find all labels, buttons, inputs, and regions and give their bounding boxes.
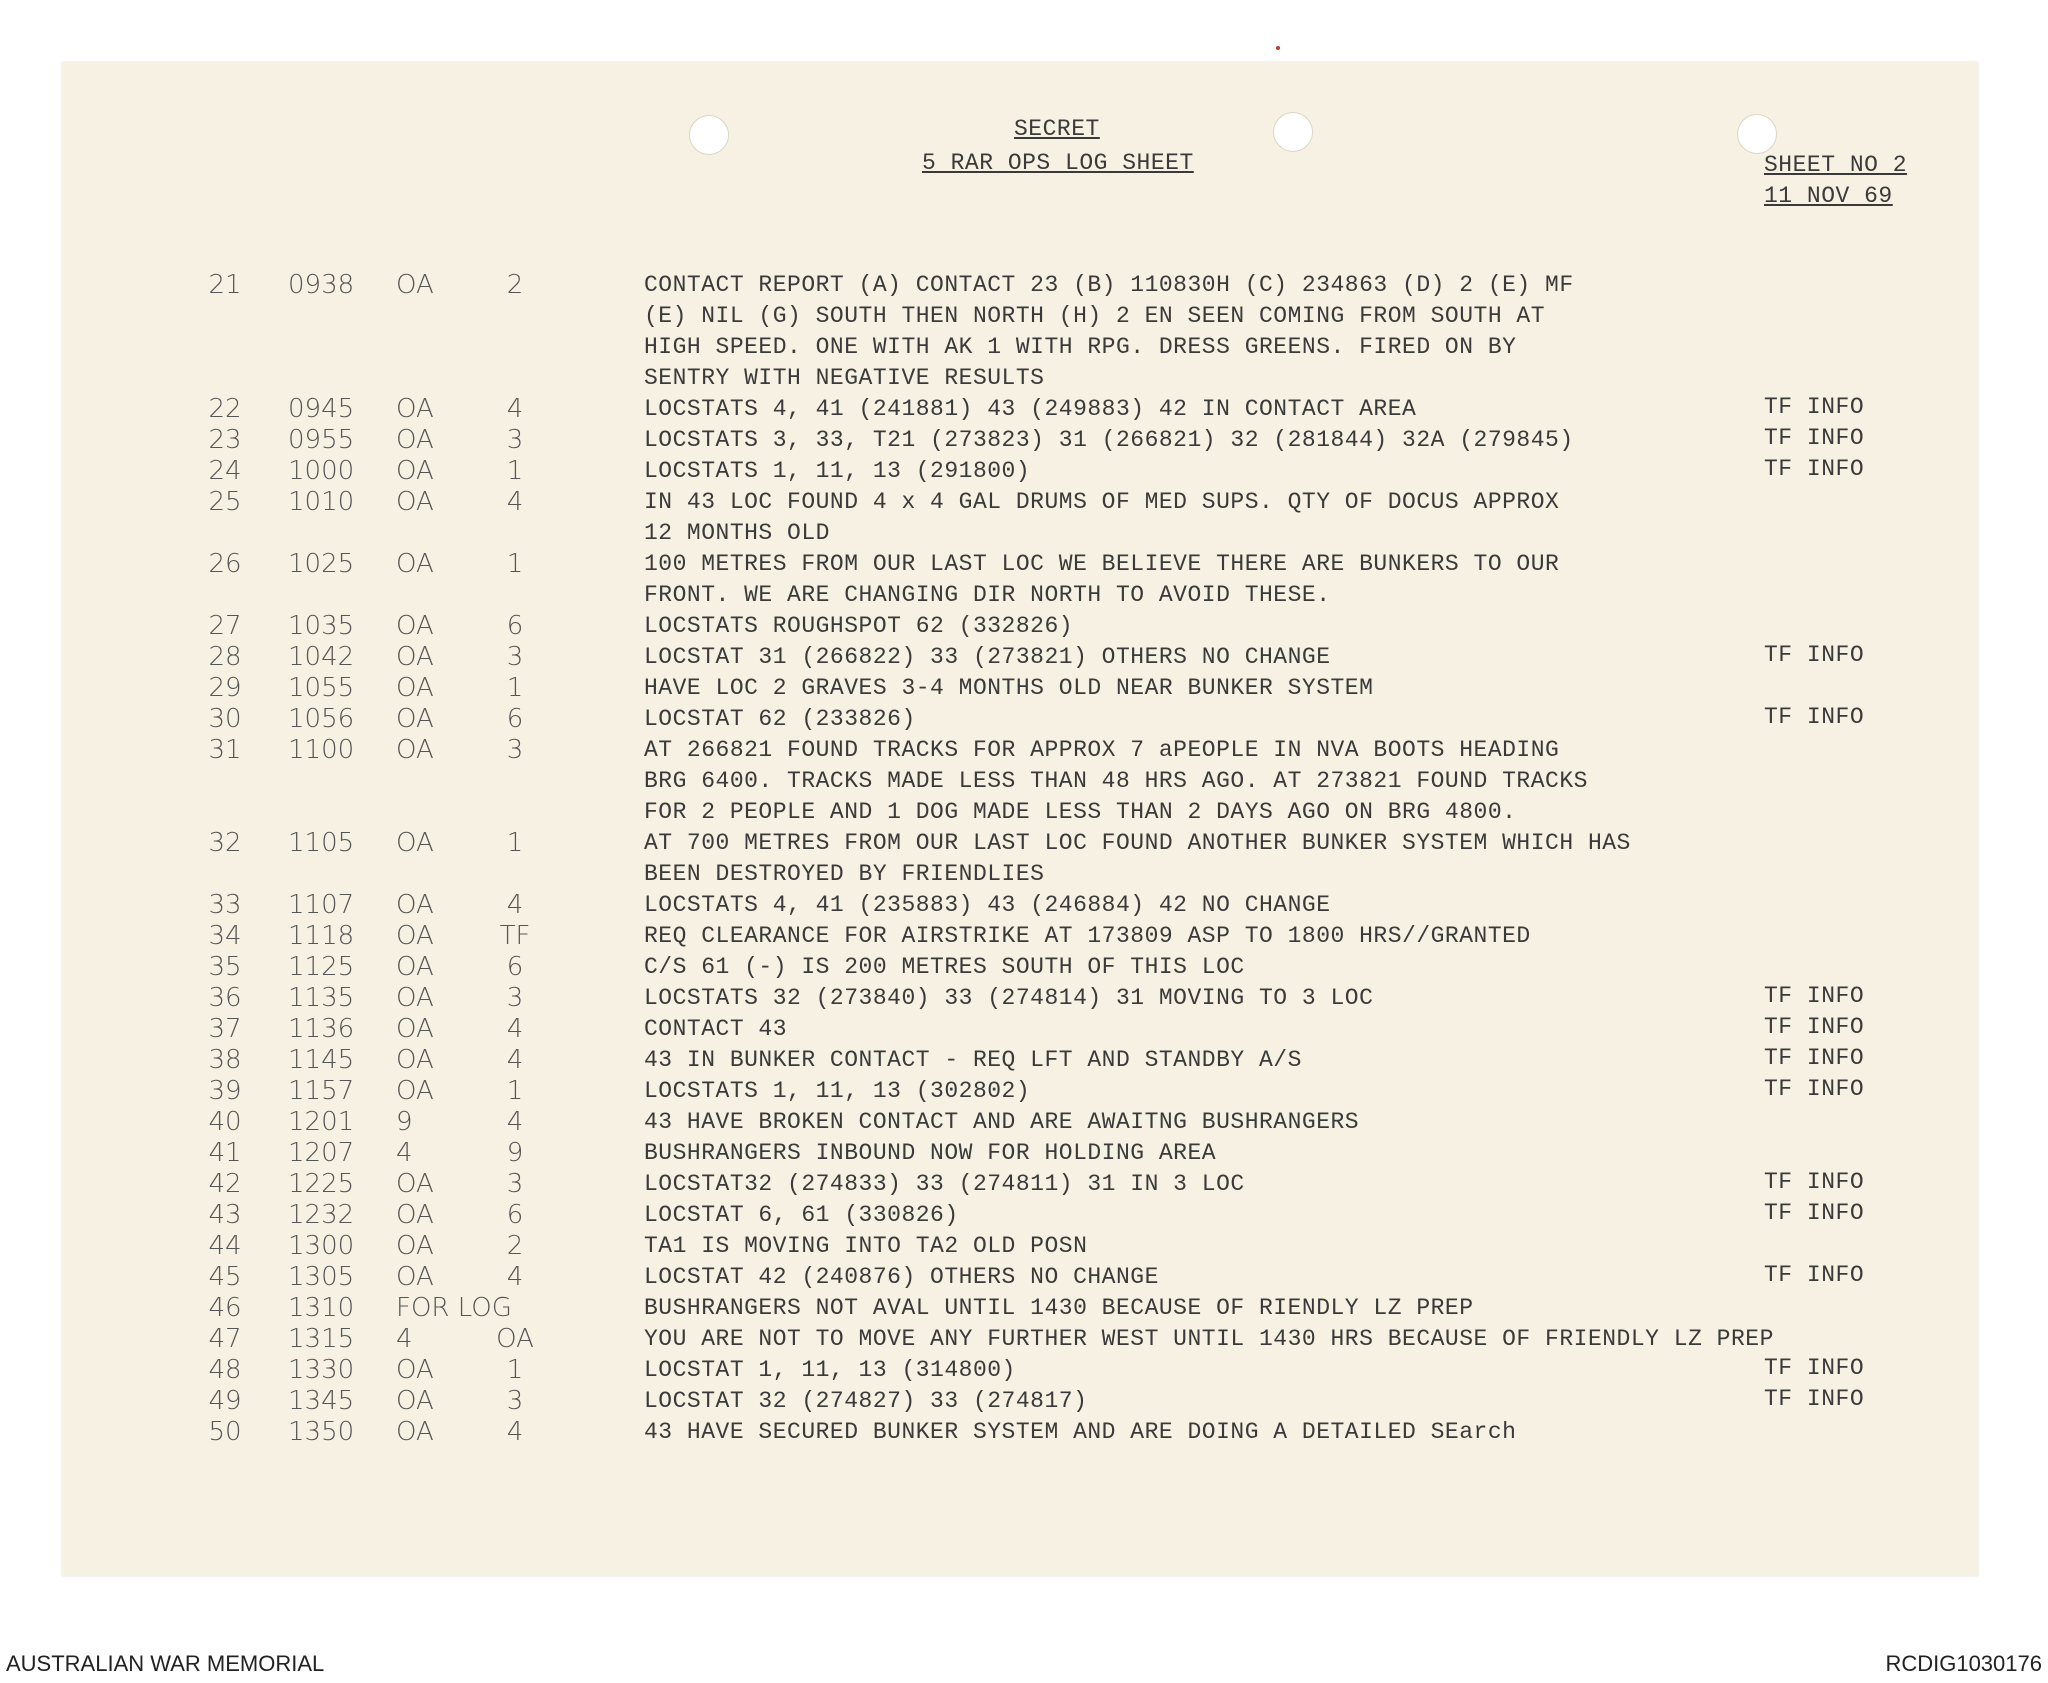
serial-number: 38	[208, 1045, 242, 1075]
event-text	[644, 1262, 1159, 1293]
event-line: LOCSTATS 4, 41 (235883) 43 (246884) 42 NO CHANGE	[644, 892, 1331, 918]
event-text	[644, 704, 916, 735]
action-cell: TF INFO	[1764, 1076, 1865, 1102]
to-cell: 9	[506, 1138, 524, 1168]
to-cell: 4	[506, 1262, 524, 1292]
from-cell: OA	[396, 890, 434, 920]
event-text	[644, 394, 1416, 425]
from-cell: OA	[396, 1355, 434, 1385]
event-line: LOCSTATS 1, 11, 13 (291800)	[644, 458, 1031, 484]
time-cell: 1125	[288, 952, 355, 982]
time-cell: 1345	[288, 1386, 355, 1416]
serial-number: 48	[208, 1355, 242, 1385]
event-text	[644, 735, 1588, 828]
to-cell: 3	[506, 1386, 524, 1416]
to-cell: 3	[506, 983, 524, 1013]
from-cell: OA	[396, 1231, 434, 1261]
action-cell: TF INFO	[1764, 704, 1865, 730]
from-cell: 9	[396, 1107, 413, 1137]
sheet-number: SHEET NO 2	[1764, 152, 1908, 178]
to-cell: 3	[506, 425, 524, 455]
event-line: LOCSTATS 4, 41 (241881) 43 (249883) 42 IN CONTACT AREA	[644, 396, 1417, 422]
event-line: 100 METRES FROM OUR LAST LOC WE BELIEVE THERE ARE BUNKERS TO OUR	[644, 551, 1560, 577]
event-line: LOCSTAT 6, 61 (330826)	[644, 1202, 959, 1228]
event-line: 43 HAVE BROKEN CONTACT AND ARE AWAITNG BUSHRANGERS	[644, 1109, 1360, 1135]
event-line: LOCSTAT 62 (233826)	[644, 706, 916, 732]
time-cell: 1232	[288, 1200, 355, 1230]
from-cell: OA	[396, 704, 434, 734]
time-cell: 1201	[288, 1107, 355, 1137]
serial-number: 30	[208, 704, 242, 734]
event-text	[644, 1169, 1245, 1200]
time-cell: 0945	[288, 394, 355, 424]
from-cell: OA	[396, 1076, 434, 1106]
event-text	[644, 673, 1373, 704]
punch-hole	[1273, 112, 1313, 152]
from-cell: OA	[396, 735, 434, 765]
to-cell: 2	[506, 1231, 524, 1261]
time-cell: 1207	[288, 1138, 355, 1168]
to-cell: 4	[506, 1014, 524, 1044]
serial-number: 27	[208, 611, 242, 641]
time-cell: 1025	[288, 549, 355, 579]
event-line: 43 HAVE SECURED BUNKER SYSTEM AND ARE DOING A DETAILED SEarch	[644, 1419, 1517, 1445]
time-cell: 1350	[288, 1417, 355, 1447]
from-cell: OA	[396, 1417, 434, 1447]
event-text	[644, 921, 1531, 952]
action-cell: TF INFO	[1764, 1169, 1865, 1195]
time-cell: 1035	[288, 611, 355, 641]
event-text	[644, 1293, 1474, 1324]
action-cell: TF INFO	[1764, 1014, 1865, 1040]
to-cell: 6	[506, 1200, 524, 1230]
serial-number: 26	[208, 549, 242, 579]
event-line: CONTACT 43	[644, 1016, 788, 1042]
time-cell: 0938	[288, 270, 355, 300]
event-line: LOCSTAT 31 (266822) 33 (273821) OTHERS NO CHANGE	[644, 644, 1331, 670]
event-text	[644, 828, 1631, 890]
event-line: FRONT. WE ARE CHANGING DIR NORTH TO AVOID THESE.	[644, 582, 1331, 608]
serial-number: 29	[208, 673, 242, 703]
time-cell: 1157	[288, 1076, 355, 1106]
serial-number: 45	[208, 1262, 242, 1292]
event-text	[644, 890, 1331, 921]
from-cell: OA	[396, 673, 434, 703]
serial-number: 21	[208, 270, 242, 300]
from-cell: OA	[396, 1169, 434, 1199]
to-cell: 4	[506, 487, 524, 517]
serial-number: 50	[208, 1417, 242, 1447]
action-cell: TF INFO	[1764, 1386, 1865, 1412]
serial-number: 47	[208, 1324, 242, 1354]
event-line: C/S 61 (-) IS 200 METRES SOUTH OF THIS LOC	[644, 954, 1245, 980]
time-cell: 1105	[288, 828, 355, 858]
serial-number: 34	[208, 921, 242, 951]
time-cell: 1305	[288, 1262, 355, 1292]
event-line: 43 IN BUNKER CONTACT - REQ LFT AND STANDBY A/S	[644, 1047, 1302, 1073]
from-cell: OA	[396, 456, 434, 486]
event-text	[644, 1014, 787, 1045]
time-cell: 1225	[288, 1169, 355, 1199]
to-cell: TF	[499, 921, 531, 951]
action-cell: TF INFO	[1764, 1200, 1865, 1226]
to-cell: 4	[506, 1045, 524, 1075]
time-cell: 1042	[288, 642, 355, 672]
serial-number: 39	[208, 1076, 242, 1106]
event-line: SENTRY WITH NEGATIVE RESULTS	[644, 365, 1045, 391]
event-text	[644, 1417, 1516, 1448]
serial-number: 41	[208, 1138, 242, 1168]
red-speck	[1276, 46, 1280, 50]
serial-number: 24	[208, 456, 242, 486]
to-cell: 3	[506, 642, 524, 672]
event-line: AT 700 METRES FROM OUR LAST LOC FOUND ANOTHER BUNKER SYSTEM WHICH HAS	[644, 830, 1631, 856]
event-text	[644, 456, 1030, 487]
time-cell: 0955	[288, 425, 355, 455]
to-cell: 6	[506, 704, 524, 734]
event-text	[644, 549, 1559, 611]
event-text	[644, 270, 1574, 394]
serial-number: 25	[208, 487, 242, 517]
event-text	[644, 1231, 1087, 1262]
serial-number: 33	[208, 890, 242, 920]
to-cell: 1	[506, 456, 524, 486]
event-text	[644, 642, 1331, 673]
sheet-date: 11 NOV 69	[1764, 183, 1893, 209]
event-text	[644, 1045, 1302, 1076]
from-cell: OA	[396, 1386, 434, 1416]
time-cell: 1010	[288, 487, 355, 517]
to-cell: 6	[506, 952, 524, 982]
to-cell: 3	[506, 1169, 524, 1199]
to-cell: 1	[506, 549, 524, 579]
event-line: 12 MONTHS OLD	[644, 520, 830, 546]
to-cell: 1	[506, 1076, 524, 1106]
from-cell: OA	[396, 549, 434, 579]
from-cell: OA	[396, 983, 434, 1013]
time-cell: 1055	[288, 673, 355, 703]
action-cell: TF INFO	[1764, 642, 1865, 668]
action-cell: TF INFO	[1764, 425, 1865, 451]
serial-number: 31	[208, 735, 242, 765]
event-line: LOCSTATS ROUGHSPOT 62 (332826)	[644, 613, 1074, 639]
from-cell: OA	[396, 921, 434, 951]
event-text	[644, 1138, 1216, 1169]
footer-source: AUSTRALIAN WAR MEMORIAL	[6, 1651, 325, 1676]
event-line: BUSHRANGERS NOT AVAL UNTIL 1430 BECAUSE OF RIENDLY LZ PREP	[644, 1295, 1474, 1321]
time-cell: 1135	[288, 983, 355, 1013]
event-text	[644, 983, 1373, 1014]
serial-number: 43	[208, 1200, 242, 1230]
from-cell: OA	[396, 642, 434, 672]
punch-hole	[689, 115, 729, 155]
event-line: IN 43 LOC FOUND 4 x 4 GAL DRUMS OF MED SUPS. QTY OF DOCUS APPROX	[644, 489, 1560, 515]
action-cell: TF INFO	[1764, 456, 1865, 482]
from-cell: OA	[396, 1200, 434, 1230]
time-cell: 1315	[288, 1324, 355, 1354]
action-cell: TF INFO	[1764, 983, 1865, 1009]
from-cell: OA	[396, 952, 434, 982]
time-cell: 1000	[288, 456, 355, 486]
action-cell: TF INFO	[1764, 1355, 1865, 1381]
event-line: LOCSTAT 1, 11, 13 (314800)	[644, 1357, 1016, 1383]
to-cell: OA	[496, 1324, 534, 1354]
to-cell: 4	[506, 1417, 524, 1447]
punch-hole	[1737, 114, 1777, 154]
serial-number: 44	[208, 1231, 242, 1261]
serial-number: 22	[208, 394, 242, 424]
event-text	[644, 1355, 1016, 1386]
serial-number: 46	[208, 1293, 242, 1323]
event-line: AT 266821 FOUND TRACKS FOR APPROX 7 aPEOPLE IN NVA BOOTS HEADING	[644, 737, 1560, 763]
from-cell: OA	[396, 270, 434, 300]
page-title: 5 RAR OPS LOG SHEET	[922, 150, 1194, 176]
event-line: LOCSTAT 42 (240876) OTHERS NO CHANGE	[644, 1264, 1159, 1290]
event-line: REQ CLEARANCE FOR AIRSTRIKE AT 173809 ASP TO 1800 HRS//GRANTED	[644, 923, 1531, 949]
from-cell: OA	[396, 425, 434, 455]
from-cell: OA	[396, 1014, 434, 1044]
classification-label: SECRET	[1014, 116, 1100, 142]
to-cell: 4	[506, 890, 524, 920]
event-text	[644, 487, 1559, 549]
from-cell: OA	[396, 828, 434, 858]
from-cell: 4	[396, 1138, 413, 1168]
footer-reference: RCDIG1030176	[1885, 1651, 2042, 1676]
from-cell: OA	[396, 611, 434, 641]
to-cell: 1	[506, 673, 524, 703]
serial-number: 40	[208, 1107, 242, 1137]
event-text	[644, 1324, 1774, 1355]
event-line: CONTACT REPORT (A) CONTACT 23 (B) 110830H (C) 234863 (D) 2 (E) MF	[644, 272, 1574, 298]
event-line: HAVE LOC 2 GRAVES 3-4 MONTHS OLD NEAR BUNKER SYSTEM	[644, 675, 1374, 701]
serial-number: 37	[208, 1014, 242, 1044]
time-cell: 1100	[288, 735, 355, 765]
to-cell: 1	[506, 1355, 524, 1385]
time-cell: 1118	[288, 921, 355, 951]
event-line: LOCSTAT 32 (274827) 33 (274817)	[644, 1388, 1088, 1414]
action-cell: TF INFO	[1764, 1262, 1865, 1288]
to-cell: 1	[506, 828, 524, 858]
event-text	[644, 611, 1073, 642]
event-line: YOU ARE NOT TO MOVE ANY FURTHER WEST UNTIL 1430 HRS BECAUSE OF FRIENDLY LZ PREP	[644, 1326, 1774, 1352]
event-text	[644, 1076, 1030, 1107]
serial-number: 36	[208, 983, 242, 1013]
to-cell: 4	[506, 394, 524, 424]
event-line: BEEN DESTROYED BY FRIENDLIES	[644, 861, 1045, 887]
action-cell: TF INFO	[1764, 394, 1865, 420]
time-cell: 1107	[288, 890, 355, 920]
time-cell: 1310	[288, 1293, 355, 1323]
time-cell: 1330	[288, 1355, 355, 1385]
serial-number: 35	[208, 952, 242, 982]
event-line: (E) NIL (G) SOUTH THEN NORTH (H) 2 EN SEEN COMING FROM SOUTH AT	[644, 303, 1546, 329]
from-cell: OA	[396, 1262, 434, 1292]
event-line: BRG 6400. TRACKS MADE LESS THAN 48 HRS AGO. AT 273821 FOUND TRACKS	[644, 768, 1588, 794]
from-cell: FOR LOG	[396, 1293, 512, 1323]
to-cell: 4	[506, 1107, 524, 1137]
to-cell: 3	[506, 735, 524, 765]
to-cell: 6	[506, 611, 524, 641]
event-line: LOCSTATS 1, 11, 13 (302802)	[644, 1078, 1031, 1104]
serial-number: 28	[208, 642, 242, 672]
event-text	[644, 425, 1574, 456]
from-cell: OA	[396, 394, 434, 424]
from-cell: OA	[396, 1045, 434, 1075]
time-cell: 1136	[288, 1014, 355, 1044]
event-line: LOCSTAT32 (274833) 33 (274811) 31 IN 3 LOC	[644, 1171, 1245, 1197]
serial-number: 49	[208, 1386, 242, 1416]
from-cell: 4	[396, 1324, 413, 1354]
event-line: LOCSTATS 3, 33, T21 (273823) 31 (266821) 32 (281844) 32A (279845)	[644, 427, 1574, 453]
event-text	[644, 1107, 1359, 1138]
from-cell: OA	[396, 487, 434, 517]
serial-number: 32	[208, 828, 242, 858]
time-cell: 1300	[288, 1231, 355, 1261]
event-text	[644, 1200, 959, 1231]
to-cell: 2	[506, 270, 524, 300]
time-cell: 1145	[288, 1045, 355, 1075]
serial-number: 42	[208, 1169, 242, 1199]
event-text	[644, 1386, 1087, 1417]
time-cell: 1056	[288, 704, 355, 734]
event-line: FOR 2 PEOPLE AND 1 DOG MADE LESS THAN 2 DAYS AGO ON BRG 4800.	[644, 799, 1517, 825]
event-line: LOCSTATS 32 (273840) 33 (274814) 31 MOVING TO 3 LOC	[644, 985, 1374, 1011]
action-cell: TF INFO	[1764, 1045, 1865, 1071]
serial-number: 23	[208, 425, 242, 455]
event-line: TA1 IS MOVING INTO TA2 OLD POSN	[644, 1233, 1088, 1259]
event-text	[644, 952, 1245, 983]
event-line: BUSHRANGERS INBOUND NOW FOR HOLDING AREA	[644, 1140, 1217, 1166]
event-line: HIGH SPEED. ONE WITH AK 1 WITH RPG. DRESS GREENS. FIRED ON BY	[644, 334, 1517, 360]
